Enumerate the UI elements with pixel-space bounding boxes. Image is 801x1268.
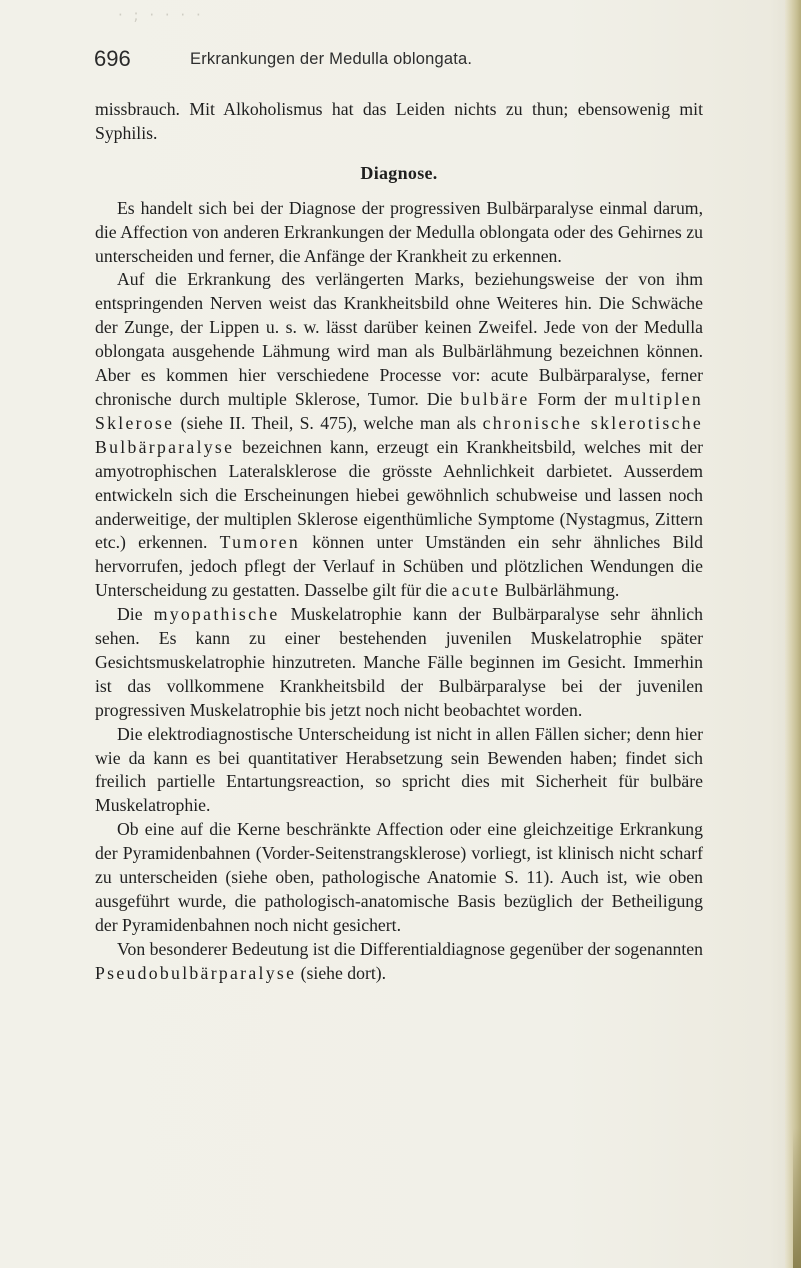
text-run: Von besonderer Bedeutung ist die Differentialdiagnose gegenüber der sogenannten [117, 938, 703, 959]
paragraph-continuation: missbrauch. Mit Alkoholismus hat das Leiden nichts zu thun; ebensowenig mit Syphilis. [95, 99, 703, 143]
section-heading: Diagnose. [360, 162, 438, 183]
paragraph [95, 603, 703, 723]
page-number: 696 [94, 46, 131, 71]
spaced-emphasis: bulbäre [460, 388, 530, 409]
text-run: Die [117, 604, 154, 625]
paragraph: Die elektrodiagnostische Unterscheidung ist nicht in allen Fällen sicher; denn hier wie da kann es bei quantitativer Herabsetzung sein Bewenden haben; findet sich freilich partielle Entartungsreaction, so spricht dies mit Sicherheit für bulbäre Muskelatrophie. [95, 723, 703, 816]
print-smudge: · ; · · · · [118, 6, 204, 24]
spaced-emphasis: multiplen Sklerose [95, 388, 704, 433]
page-edge-shadow [785, 0, 801, 1268]
text-run: können unter Umständen ein sehr ähnliches Bild hervorrufen, jedoch pflegt der Verlauf in Schüben und plötzlichen Wendungen die Unterscheidung zu gestatten. Dasselbe gilt für die [95, 532, 703, 601]
text-run: Form der [529, 388, 615, 409]
spaced-emphasis: myopathische [153, 604, 280, 625]
paragraph [95, 268, 703, 603]
text-run: bezeichnen kann, erzeugt ein Krankheitsbild, welches mit der amyotrophischen Lateralsklerose die grösste Aehnlichkeit darbietet. Ausserdem entwickeln sich die Erscheinungen hiebei gewöhnlich schubweise und lassen noch anderweitige, der multiplen Sklerose eigenthümliche Symptome (Nystagmus, Zittern etc.) erkennen. [95, 436, 703, 553]
spaced-emphasis: Tumoren [219, 532, 300, 553]
text-run: Auf die Erkrankung des verlängerten Marks, beziehungsweise der von ihm entspringenden Nerven weist das Krankheitsbild ohne Weiteres hin. Die Schwäche der Zunge, der Lippen u. s. w. lässt darüber keinen Zweifel. Jede von der Medulla oblongata ausgehende Lähmung wird man als Bulbärlähmung bezeichnen können. Aber es kommen hier verschiedene Processe vor: acute Bulbärparalyse, ferner chronische durch multiple Sklerose, Tumor. Die [95, 269, 703, 409]
paragraph [95, 938, 703, 986]
text-run: Muskelatrophie kann der Bulbärparalyse sehr ähnlich sehen. Es kann zu einer bestehenden juvenilen Muskelatrophie später Gesichtsmuskelatrophie hinzutreten. Manche Fälle beginnen im Gesicht. Immerhin ist das vollkommene Krankheitsbild der Bulbärparalyse bei der juvenilen progressiven Muskelatrophie bis jetzt noch nicht beobachtet worden. [95, 604, 703, 720]
running-head: Erkrankungen der Medulla oblongata. [190, 50, 473, 68]
paragraph: Ob eine auf die Kerne beschränkte Affection oder eine gleichzeitige Erkrankung der Pyramidenbahnen (Vorder-Seitenstrangsklerose) vorliegt, ist klinisch nicht scharf zu unterscheiden (siehe oben, pathologische Anatomie S. 11). Auch ist, wie oben ausgeführt wurde, die pathologisch-anatomische Basis bezüglich der Betheiligung der Pyramidenbahnen noch nicht gesichert. [95, 819, 703, 935]
text-run: (siehe dort). [296, 962, 387, 983]
paragraph: Es handelt sich bei der Diagnose der progressiven Bulbärparalyse einmal darum, die Affection von anderen Erkrankungen der Medulla oblongata oder des Gehirnes zu unterscheiden und ferner, die Anfänge der Krankheit zu erkennen. [95, 197, 703, 266]
body-text [95, 98, 703, 986]
page-header [0, 46, 801, 80]
spaced-emphasis: Pseudobulbärparalyse [95, 962, 297, 983]
spaced-emphasis: acute [451, 580, 501, 601]
text-run: (siehe II. Theil, S. 475), welche man als [174, 412, 483, 433]
spaced-emphasis: chronische sklerotische Bulbärparalyse [95, 412, 703, 457]
text-run: Bulbärlähmung. [500, 580, 620, 601]
